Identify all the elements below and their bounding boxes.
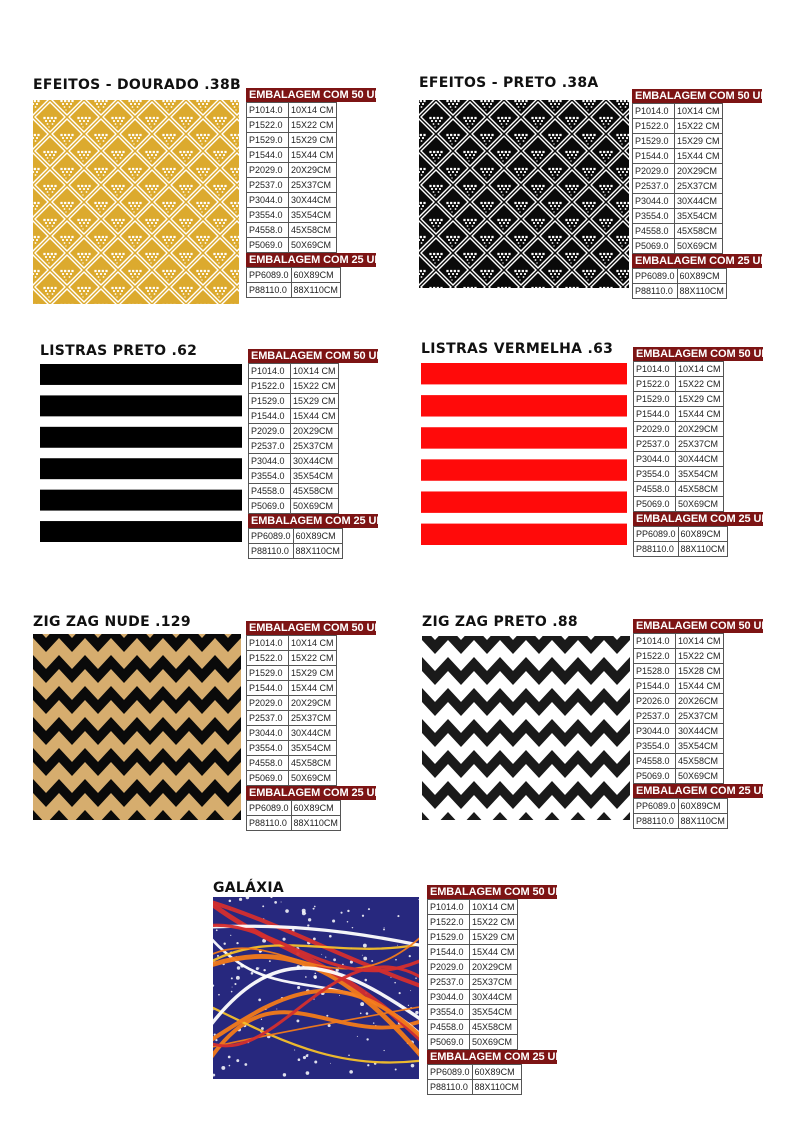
pack-25-header: EMBALAGEM COM 25 UNI. [633,784,763,798]
product-title: LISTRAS VERMELHA .63 [421,341,614,357]
table-row: P3044.0 30X44CM [247,193,337,208]
product-title: ZIG ZAG PRETO .88 [422,614,578,630]
table-row: P1522.0 15X22 CM [247,651,337,666]
table-row: P88110.0 88X110CM [634,542,728,557]
table-row: P3554.0 35X54CM [633,209,723,224]
table-row: P3044.0 30X44CM [634,724,724,739]
table-row: P1522.0 15X22 CM [634,649,724,664]
table-row: P4558.0 45X58CM [247,756,337,771]
pattern-swatch [422,636,630,820]
table-row: P88110.0 88X110CM [633,284,727,299]
pack-50-header: EMBALAGEM COM 50 UNI. [427,885,557,899]
pack-50-table [633,633,724,784]
pattern-swatch [419,100,629,288]
pack-50-table [246,635,337,786]
table-row: P88110.0 88X110CM [249,544,343,559]
table-row: P4558.0 45X58CM [633,224,723,239]
table-row: P1529.0 15X29 CM [634,392,724,407]
pack-25-table [633,526,728,557]
table-row: P3044.0 30X44CM [633,194,723,209]
table-row: PP6089.0 60X89CM [428,1065,522,1080]
table-row: P5069.0 50X69CM [634,769,724,784]
table-row: P1529.0 15X29 CM [247,133,337,148]
table-row: P1522.0 15X22 CM [247,118,337,133]
zigzag-pattern-graphic [422,636,630,820]
spec-table [633,347,776,557]
pack-25-header: EMBALAGEM COM 25 UNI. [248,514,378,528]
table-row: P2537.0 25X37CM [247,178,337,193]
table-row: P2029.0 20X29CM [633,164,723,179]
pack-50-table [633,361,724,512]
table-row: P3554.0 35X54CM [634,467,724,482]
table-row: P1544.0 15X44 CM [249,409,339,424]
product-title: EFEITOS - PRETO .38A [419,75,599,91]
product-title: GALÁXIA [213,880,285,896]
table-row: P5069.0 50X69CM [633,239,723,254]
pattern-swatch [213,897,419,1079]
pack-25-table [246,267,341,298]
table-row: P2537.0 25X37CM [633,179,723,194]
table-row: P1014.0 10X14 CM [634,634,724,649]
spec-table [632,89,775,299]
spec-table [633,619,776,829]
spec-table [246,88,389,298]
table-row: P3044.0 30X44CM [428,990,518,1005]
pattern-swatch [33,634,241,820]
table-row: P1522.0 15X22 CM [428,915,518,930]
pack-25-table [633,798,728,829]
table-row: P3554.0 35X54CM [634,739,724,754]
table-row: P88110.0 88X110CM [247,283,341,298]
stripes-pattern-graphic [421,363,627,545]
pack-25-header: EMBALAGEM COM 25 UNI. [246,786,376,800]
diamond-pattern-graphic [419,100,629,288]
pack-25-header: EMBALAGEM COM 25 UNI. [427,1050,557,1064]
table-row: P5069.0 50X69CM [247,771,337,786]
table-row: P1529.0 15X29 CM [633,134,723,149]
table-row: P5069.0 50X69CM [634,497,724,512]
diamond-pattern-graphic [33,100,239,304]
pack-50-table [246,102,337,253]
table-row: P2537.0 25X37CM [428,975,518,990]
table-row: P1544.0 15X44 CM [634,407,724,422]
table-row: P3554.0 35X54CM [249,469,339,484]
table-row: P4558.0 45X58CM [634,754,724,769]
table-row: P1014.0 10X14 CM [634,362,724,377]
table-row: P1014.0 10X14 CM [247,103,337,118]
table-row: P5069.0 50X69CM [249,499,339,514]
pattern-swatch [33,100,239,304]
table-row: P2537.0 25X37CM [634,709,724,724]
table-row: P1529.0 15X29 CM [247,666,337,681]
table-row: P2029.0 20X29CM [249,424,339,439]
pack-50-header: EMBALAGEM COM 50 UNI. [632,89,762,103]
table-row: PP6089.0 60X89CM [249,529,343,544]
pattern-swatch [421,363,627,545]
table-row: P2029.0 20X29CM [247,696,337,711]
pack-25-header: EMBALAGEM COM 25 UNI. [246,253,376,267]
table-row: PP6089.0 60X89CM [634,527,728,542]
table-row: P1014.0 10X14 CM [249,364,339,379]
pack-25-table [632,268,727,299]
spec-table [246,621,389,831]
table-row: P1529.0 15X29 CM [249,394,339,409]
table-row: P3554.0 35X54CM [247,208,337,223]
table-row: P2026.0 20X26CM [634,694,724,709]
table-row: P1014.0 10X14 CM [633,104,723,119]
table-row: PP6089.0 60X89CM [634,799,728,814]
table-row: P2029.0 20X29CM [634,422,724,437]
pack-25-header: EMBALAGEM COM 25 UNI. [632,254,762,268]
pattern-swatch [40,364,242,542]
table-row: P5069.0 50X69CM [247,238,337,253]
table-row: P1544.0 15X44 CM [633,149,723,164]
spec-table [248,349,391,559]
table-row: P5069.0 50X69CM [428,1035,518,1050]
table-row: PP6089.0 60X89CM [633,269,727,284]
table-row: P88110.0 88X110CM [247,816,341,831]
table-row: P3044.0 30X44CM [247,726,337,741]
pack-50-header: EMBALAGEM COM 50 UNI. [248,349,378,363]
pack-25-table [246,800,341,831]
table-row: PP6089.0 60X89CM [247,268,341,283]
zigzag-pattern-graphic [33,634,241,820]
pack-50-header: EMBALAGEM COM 50 UNI. [633,347,763,361]
table-row: P1544.0 15X44 CM [634,679,724,694]
pack-25-table [248,528,343,559]
table-row: P3044.0 30X44CM [634,452,724,467]
table-row: P1014.0 10X14 CM [428,900,518,915]
table-row: P2537.0 25X37CM [247,711,337,726]
table-row: P3554.0 35X54CM [428,1005,518,1020]
table-row: P1522.0 15X22 CM [249,379,339,394]
table-row: P1544.0 15X44 CM [428,945,518,960]
spec-table [427,885,570,1095]
table-row: P1544.0 15X44 CM [247,148,337,163]
table-row: P1522.0 15X22 CM [634,377,724,392]
table-row: P3044.0 30X44CM [249,454,339,469]
galaxy-pattern-graphic [213,897,419,1079]
pack-50-header: EMBALAGEM COM 50 UNI. [246,88,376,102]
pack-50-header: EMBALAGEM COM 50 UNI. [246,621,376,635]
pack-25-header: EMBALAGEM COM 25 UNI. [633,512,763,526]
table-row: P4558.0 45X58CM [249,484,339,499]
table-row: P1529.0 15X29 CM [428,930,518,945]
table-row: P4558.0 45X58CM [634,482,724,497]
product-title: ZIG ZAG NUDE .129 [33,614,191,630]
table-row: P3554.0 35X54CM [247,741,337,756]
table-row: P1522.0 15X22 CM [633,119,723,134]
stripes-pattern-graphic [40,364,242,542]
product-title: EFEITOS - DOURADO .38B [33,77,241,93]
pack-50-header: EMBALAGEM COM 50 UNI. [633,619,763,633]
table-row: P1528.0 15X28 CM [634,664,724,679]
table-row: P2537.0 25X37CM [249,439,339,454]
table-row: P1544.0 15X44 CM [247,681,337,696]
table-row: P4558.0 45X58CM [247,223,337,238]
pack-50-table [632,103,723,254]
pack-50-table [248,363,339,514]
pack-25-table [427,1064,522,1095]
table-row: P4558.0 45X58CM [428,1020,518,1035]
table-row: P1014.0 10X14 CM [247,636,337,651]
table-row: PP6089.0 60X89CM [247,801,341,816]
table-row: P2029.0 20X29CM [428,960,518,975]
product-title: LISTRAS PRETO .62 [40,343,198,359]
table-row: P88110.0 88X110CM [634,814,728,829]
pack-50-table [427,899,518,1050]
table-row: P2537.0 25X37CM [634,437,724,452]
table-row: P2029.0 20X29CM [247,163,337,178]
table-row: P88110.0 88X110CM [428,1080,522,1095]
